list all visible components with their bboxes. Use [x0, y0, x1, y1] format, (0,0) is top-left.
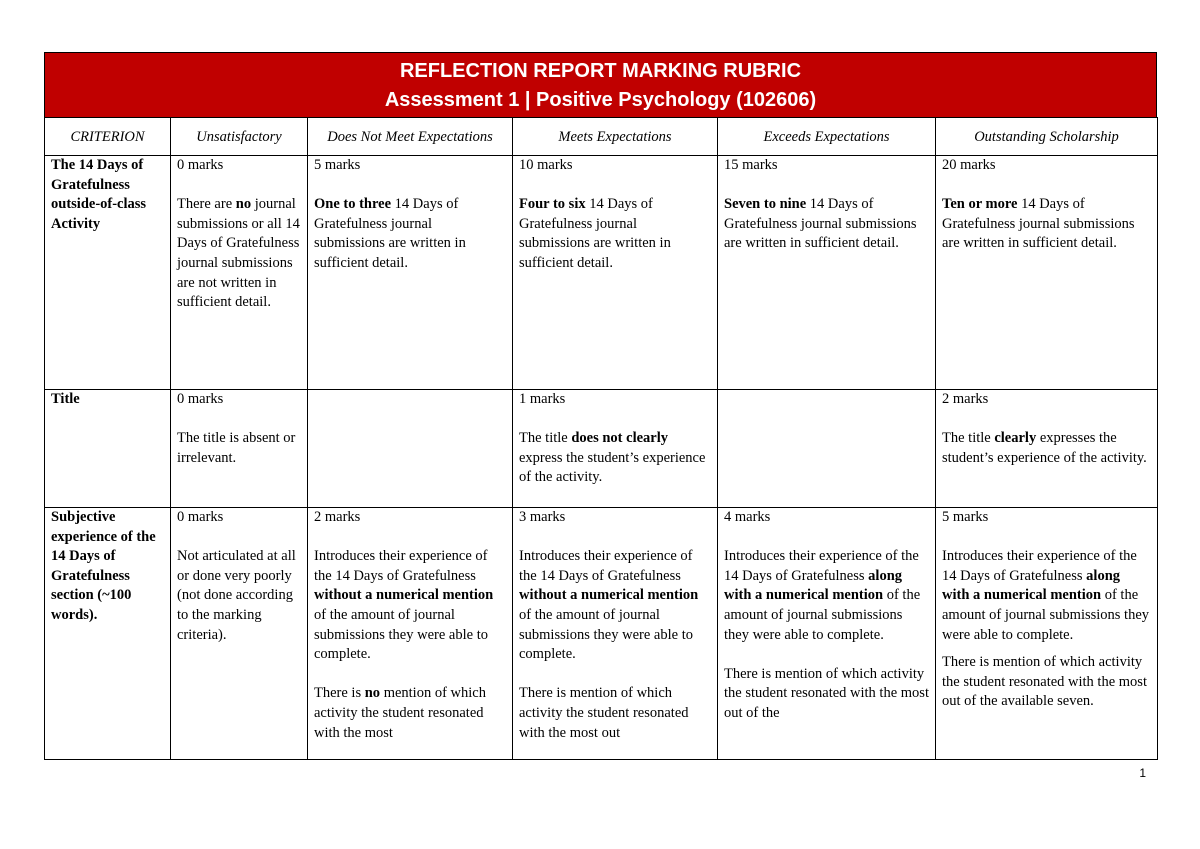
- marks-label: 10 marks: [519, 157, 573, 173]
- table-row-subjective-experience: [45, 508, 1158, 760]
- rubric-cell-does-not-meet: [308, 508, 513, 760]
- descriptor: The title is absent or irrelevant.: [177, 430, 296, 466]
- rubric-page: [44, 52, 1157, 760]
- column-header-does-not-meet: Does Not Meet Expectations: [308, 118, 513, 156]
- rubric-cell-outstanding: [936, 508, 1158, 760]
- descriptor: Not articulated at all or done very poorly (not done according to the marking criteria).: [177, 548, 296, 643]
- table-row-title: [45, 390, 1158, 508]
- descriptor-2: There is mention of which activity the student resonated with the most out: [519, 685, 689, 741]
- criterion-cell: The 14 Days of Gratefulness outside-of-class Activity: [45, 156, 171, 390]
- marks-label: 20 marks: [942, 157, 996, 173]
- rubric-title: REFLECTION REPORT MARKING RUBRIC: [399, 60, 802, 82]
- criterion-cell: Subjective experience of the 14 Days of Gratefulness section (~100 words).: [45, 508, 171, 760]
- rubric-cell-does-not-meet-empty: [308, 390, 513, 508]
- rubric-cell-exceeds: [718, 508, 936, 760]
- descriptor: Ten or more 14 Days of Gratefulness journal submissions are written in sufficient detail.: [942, 196, 1135, 252]
- marks-label: 1 marks: [519, 391, 566, 407]
- rubric-cell-outstanding: [936, 390, 1158, 508]
- descriptor: Seven to nine 14 Days of Gratefulness journal submissions are written in sufficient detail.: [724, 196, 917, 252]
- rubric-cell-meets: [513, 156, 718, 390]
- descriptor: The title clearly expresses the student’s experience of the activity.: [942, 430, 1147, 466]
- descriptor: Introduces their experience of the 14 Days of Gratefulness without a numerical mention of the amount of journal submissions they were able to complete.: [519, 548, 699, 663]
- rubric-table: [44, 117, 1158, 760]
- descriptor: Four to six 14 Days of Gratefulness journal submissions are written in sufficient detail.: [519, 196, 671, 271]
- rubric-header: [44, 52, 1157, 117]
- descriptor: Introduces their experience of the 14 Days of Gratefulness along with a numerical mention of the amount of journal submissions they were able to complete.: [724, 548, 921, 643]
- descriptor-2: There is no mention of which activity the student resonated with the most: [314, 685, 486, 741]
- column-header-row: [45, 118, 1158, 156]
- descriptor: Introduces their experience of the 14 Days of Gratefulness without a numerical mention of the amount of journal submissions they were able to complete.: [314, 548, 494, 663]
- rubric-cell-exceeds: [718, 156, 936, 390]
- marks-label: 2 marks: [314, 509, 361, 525]
- column-header-exceeds: Exceeds Expectations: [718, 118, 936, 156]
- descriptor-2: There is mention of which activity the student resonated with the most out of the available seven.: [942, 654, 1147, 710]
- rubric-cell-meets: [513, 390, 718, 508]
- column-header-outstanding: Outstanding Scholarship: [936, 118, 1158, 156]
- marks-label: 5 marks: [314, 157, 361, 173]
- marks-label: 15 marks: [724, 157, 778, 173]
- column-header-unsatisfactory: Unsatisfactory: [171, 118, 308, 156]
- descriptor: The title does not clearly express the student’s experience of the activity.: [519, 430, 706, 486]
- descriptor: One to three 14 Days of Gratefulness journal submissions are written in sufficient detail.: [314, 196, 466, 271]
- rubric-cell-meets: [513, 508, 718, 760]
- rubric-cell-unsatisfactory: [171, 156, 308, 390]
- rubric-subtitle: Assessment 1 | Positive Psychology (102606): [384, 89, 817, 111]
- descriptor: Introduces their experience of the 14 Days of Gratefulness along with a numerical mention of the amount of journal submissions they were able to complete.: [942, 548, 1150, 643]
- marks-label: 0 marks: [177, 391, 224, 407]
- marks-label: 2 marks: [942, 391, 989, 407]
- marks-label: 3 marks: [519, 509, 566, 525]
- table-row-gratefulness-activity: [45, 156, 1158, 390]
- column-header-meets: Meets Expectations: [513, 118, 718, 156]
- page-number: 1: [1139, 766, 1146, 780]
- rubric-cell-does-not-meet: [308, 156, 513, 390]
- marks-label: 4 marks: [724, 509, 771, 525]
- criterion-cell: Title: [45, 390, 171, 508]
- descriptor: There are no journal submissions or all 14 Days of Gratefulness journal submissions are not written in sufficient detail.: [177, 196, 300, 311]
- descriptor-2: There is mention of which activity the student resonated with the most out of the: [724, 665, 929, 721]
- rubric-cell-unsatisfactory: [171, 508, 308, 760]
- column-header-criterion: CRITERION: [45, 118, 171, 156]
- rubric-cell-outstanding: [936, 156, 1158, 390]
- marks-label: 5 marks: [942, 509, 989, 525]
- marks-label: 0 marks: [177, 509, 224, 525]
- rubric-cell-unsatisfactory: [171, 390, 308, 508]
- rubric-cell-exceeds-empty: [718, 390, 936, 508]
- marks-label: 0 marks: [177, 157, 224, 173]
